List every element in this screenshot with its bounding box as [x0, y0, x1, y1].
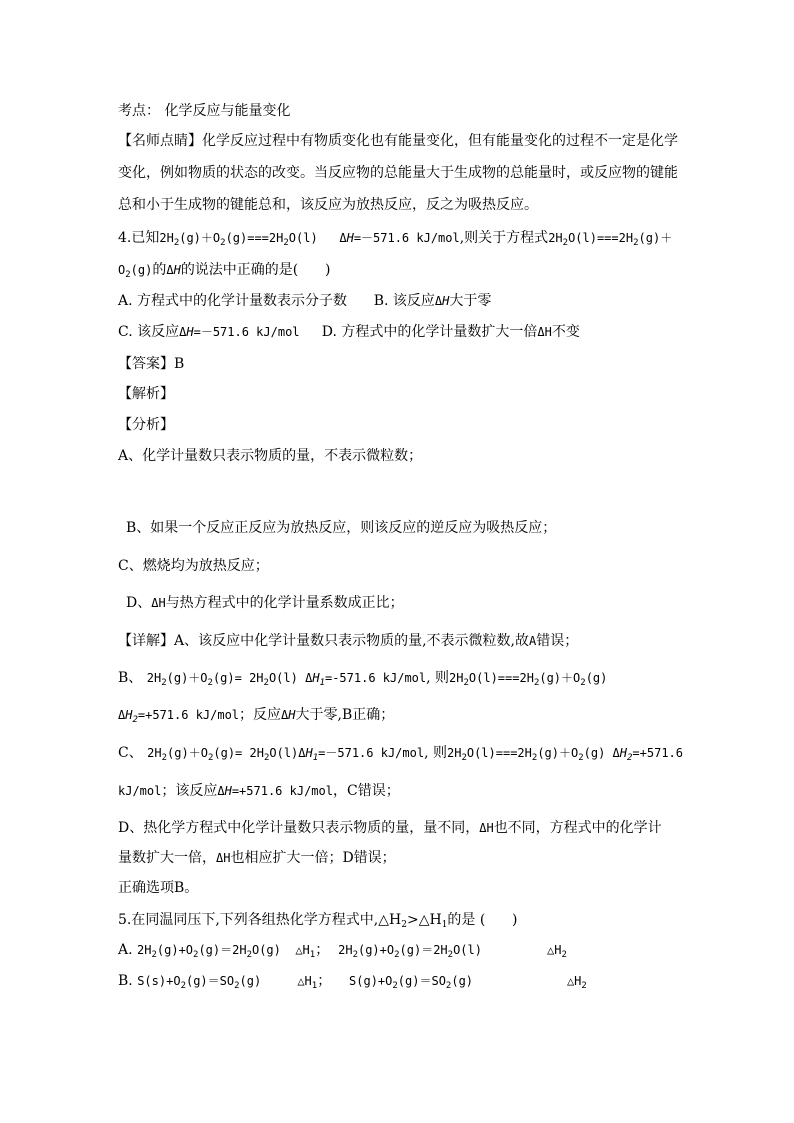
analysis-b: B、如果一个反应正反应为放热反应，则该反应的逆反应为吸热反应；	[126, 520, 557, 536]
analysis-c: C、燃烧均为放热反应；	[118, 558, 269, 574]
detail-d-line-1: D、热化学方程式中化学计量数只表示物质的量，量不同，ΔH也不同，方程式中的化学计	[118, 820, 662, 836]
keypoint-line: 考点： 化学反应与能量变化	[118, 103, 291, 119]
detail-b-line-2: $\Delta H_2=+571.6$ kJ/mol；反应ΔH大于零,B正确；	[118, 707, 395, 725]
tip-line-2: 变化，例如物质的状态的改变。当反应物的总能量大于生成物的总能量时，或反应物的键能	[118, 165, 678, 181]
question-4-options-ab: A. 方程式中的化学计量数表示分子数 B. 该反应ΔH大于零	[118, 293, 492, 309]
tip-line-1: 【名师点睛】化学反应过程中有物质变化也有能量变化，但有能量变化的过程不一定是化学	[118, 133, 678, 149]
detail-c-line-2: kJ/mol；该反应ΔH=+571.6 kJ/mol，C错误；	[118, 783, 400, 799]
question-4-options-cd: C. 该反应ΔH=－571.6 kJ/mol D. 方程式中的化学计量数扩大一倍ΔH不变	[118, 324, 580, 340]
detail-c-line-1: C、 $2H_2(g)+O_2(g)= 2H_2O(l)\Delta H_1=-571.6$ kJ/mol, 则$2H_2O(l)===2H_2(g)+O_2(g)$ $\Delta H_2=+571.6$	[118, 745, 683, 763]
tip-line-3: 总和小于生成物的键能总和，该反应为放热反应，反之为吸热反应。	[118, 197, 538, 213]
analysis-d: D、ΔH与热方程式中的化学计量系数成正比；	[126, 595, 404, 611]
analysis-a: A、化学计量数只表示物质的量，不表示微粒数；	[118, 448, 423, 464]
correct-option-line: 正确选项B。	[118, 880, 199, 896]
question-4-line-2: $O_2(g)$的ΔH的说法中正确的是( )	[118, 262, 331, 280]
detail-a: 【详解】A、该反应中化学计量数只表示物质的量,不表示微粒数,故A错误；	[118, 633, 579, 649]
analysis-subheading: 【分析】	[118, 417, 174, 433]
question-5-stem: 5.在同温同压下,下列各组热化学方程式中$,\triangle H_2>\triangle H_1$的是 ( )	[118, 912, 518, 930]
detail-d-line-2: 量数扩大一倍，ΔH也相应扩大一倍；D错误；	[118, 850, 396, 866]
answer-line: 【答案】B	[118, 356, 185, 372]
detail-b-line-1: B、 $2H_2(g)+O_2(g)= 2H_2O(l)$ $\Delta H_1=-571.6$ kJ/mol, 则$2H_2O(l)===2H_2(g)+O_2(g)$	[118, 670, 608, 688]
question-5-option-b: B. $S(s)+O_2(g)=SO_2(g)$ $\triangle H_1$； $S(g)+O_2(g)=SO_2(g)$ $\triangle H_2$	[118, 973, 587, 991]
question-4-line-1: 4.已知$2H_2(g)+O_2(g)===2H_2O(l)$ ΔH=－571.6 kJ/mol,则关于方程式$2H_2O(l)===2H_2(g)+$	[118, 230, 673, 248]
question-5-option-a: A. $2H_2(g)+O_2(g)=2H_2O(g)$ $\triangle H_1$； $2H_2(g)+O_2(g)=2H_2O(l)$ $\triangle H_2$	[118, 942, 567, 960]
analysis-heading: 【解析】	[118, 386, 174, 402]
